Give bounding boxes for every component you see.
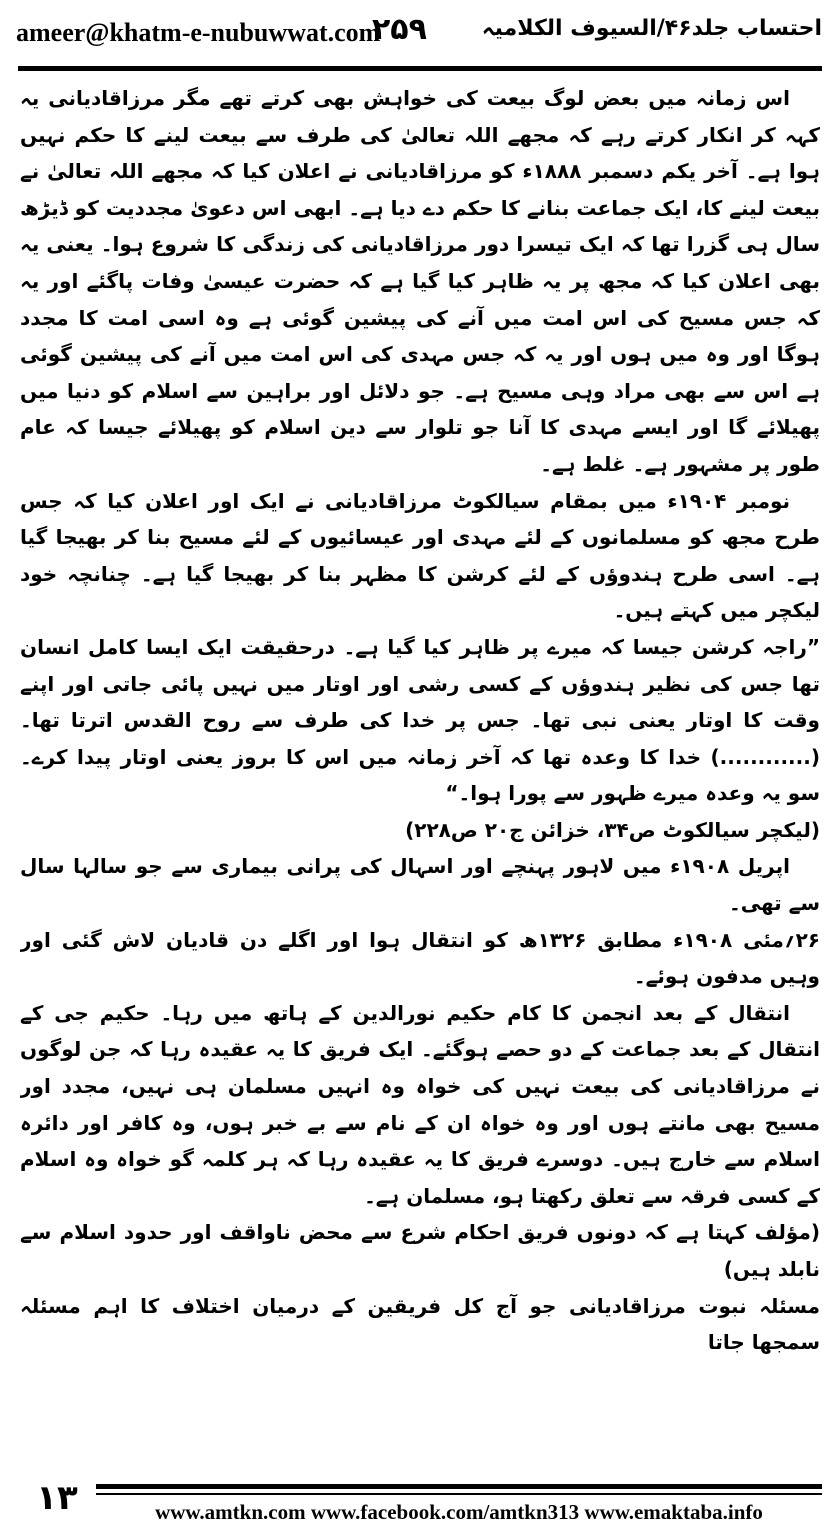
header-rule: [18, 66, 822, 71]
footer-rule-thin: [96, 1493, 822, 1495]
footer-number: ۱۳: [36, 1478, 78, 1518]
paragraph-5: انتقال کے بعد انجمن کا کام حکیم نورالدین کے ہاتھ میں رہا۔ حکیم جی کے انتقال کے بعد جماعت کے دو حصے ہوگئے۔ ایک فریق کا یہ عقیدہ رہا کہ جن لوگوں نے مرزاقادیانی کی بیعت نہیں کی خواہ وہ انہیں مسلمان ہی نہیں، مجدد اور مسیح بھی مانتے ہوں اور وہ خواہ ان کے نام سے بے خبر ہوں، وہ کافر اور دائرہ اسلام سے خارج ہیں۔ دوسرے فریق کا یہ عقیدہ رہا کہ ہر کلمہ گو خواہ وہ اسلام کے کسی فرقہ سے تعلق رکھتا ہو، مسلمان ہے۔: [20, 1000, 820, 1208]
citation: (لیکچر سیالکوٹ ص۳۴، خزائن ج۲۰ ص۲۲۸): [405, 817, 820, 842]
footer-links: www.amtkn.com www.facebook.com/amtkn313 www.emaktaba.info: [155, 1500, 763, 1524]
header-book-title: احتساب جلد۴۶/السیوف الکلامیہ: [481, 16, 822, 41]
author-note: (مؤلف کہتا ہے کہ دونوں فریق احکام شرع سے محض ناواقف اور حدود اسلام سے نابلد ہیں): [20, 1220, 820, 1281]
header-email: ameer@khatm-e-nubuwwat.com: [16, 18, 381, 47]
paragraph-6: مسئلہ نبوت مرزاقادیانی جو آج کل فریقین کے درمیان اختلاف کا اہم مسئلہ سمجھا جاتا: [20, 1293, 820, 1355]
paragraph-4: ۲۶؍مئی ۱۹۰۸ء مطابق ۱۳۲۶ھ کو انتقال ہوا اور اگلے دن قادیان لاش گئی اور وہیں مدفون ہوئے۔: [20, 927, 820, 989]
header-page-number: ۲۵۹: [372, 12, 427, 47]
page-body: [20, 80, 820, 1445]
page-header: [0, 0, 840, 62]
page-footer: [0, 1478, 840, 1540]
paragraph-2: نومبر ۱۹۰۴ء میں بمقام سیالکوٹ مرزاقادیانی نے ایک اور اعلان کیا کہ جس طرح مجھ کو مسلمانوں کے لئے مہدی اور عیسائیوں کے لئے مسیح بنا کر بھیجا گیا ہے۔ اسی طرح ہندوؤں کے لئے کرشن کا مظہر بنا کر بھیجا گیا ہے۔ چنانچہ خود لیکچر میں کہتے ہیں۔: [20, 488, 820, 623]
paragraph-1: اس زمانہ میں بعض لوگ بیعت کی خواہش بھی کرتے تھے مگر مرزاقادیانی یہ کہہ کر انکار کرتے رہے کہ مجھے اللہ تعالیٰ کی طرف سے بیعت لینے کا حکم نہیں ہوا ہے۔ آخر یکم دسمبر ۱۸۸۸ء کو مرزاقادیانی نے اعلان کیا کہ مجھے اللہ تعالیٰ نے بیعت لینے کا، ایک جماعت بنانے کا حکم دے دیا ہے۔ ابھی اس دعویٰ مجددیت کو ڈیڑھ سال ہی گزرا تھا کہ ایک تیسرا دور مرزاقادیانی کی زندگی کا شروع ہوا۔ یعنی یہ بھی اعلان کیا کہ مجھ پر یہ ظاہر کیا گیا ہے کہ حضرت عیسیٰ وفات پاگئے اور یہ کہ جس مسیح کی اس امت میں آنے کی پیشین گوئی ہے وہ اسی امت کا مجدد ہوگا اور وہ میں ہوں اور یہ کہ جس مہدی کی اس امت میں آنے کی پیشین گوئی ہے اس سے بھی مراد وہی مسیح ہے۔ جو دلائل اور براہین سے اسلام کو دنیا میں پھیلائے گا اور ایسے مہدی کا آنا جو تلوار سے دین اسلام کو پھیلائے جیسا کہ عام طور پر مشہور ہے۔ غلط ہے۔: [20, 86, 820, 476]
quotation: ”راجہ کرشن جیسا کہ میرے پر ظاہر کیا گیا ہے۔ درحقیقت ایک ایسا کامل انسان تھا جس کی نظیر ہندوؤں کے کسی رشی اور اوتار میں نہیں پائی جاتی اور اپنے وقت کا اوتار یعنی نبی تھا۔ جس پر خدا کی طرف سے روح القدس اترتا تھا۔(............) خدا کا وعدہ تھا کہ آخر زمانہ میں اس کا بروز یعنی اوتار پیدا کرے۔ سو یہ وعدہ میرے ظہور سے پورا ہوا۔“: [20, 634, 820, 806]
footer-rule-thick: [96, 1484, 822, 1489]
paragraph-3: اپریل ۱۹۰۸ء میں لاہور پہنچے اور اسہال کی پرانی بیماری سے جو سالہا سال سے تھی۔: [20, 854, 820, 916]
